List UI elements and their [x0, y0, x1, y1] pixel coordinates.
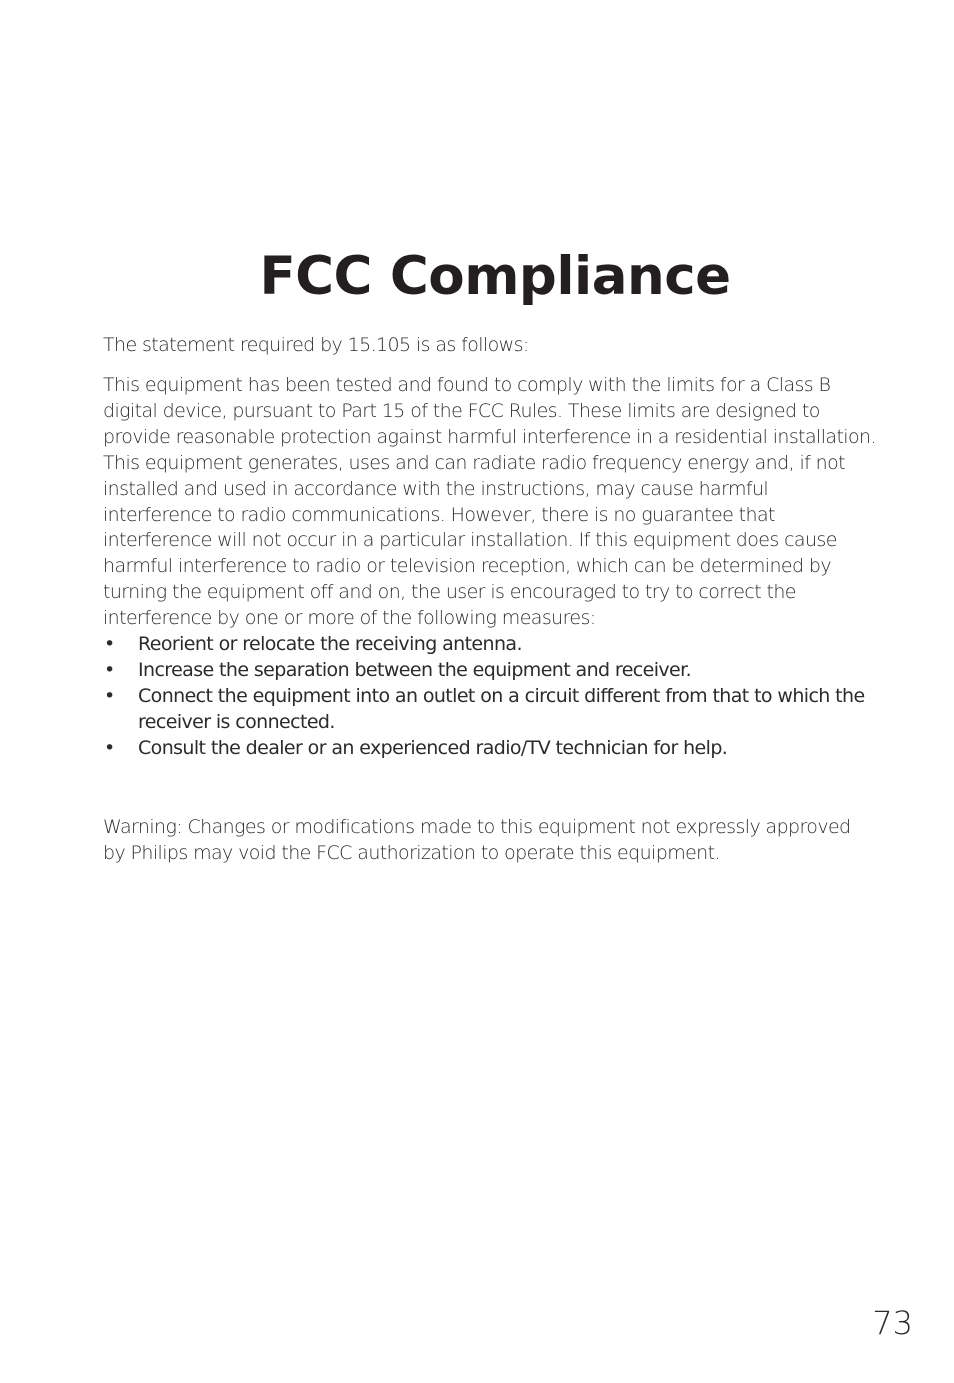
compliance-paragraph: This equipment has been tested and found to comply with the limits for a Class B digital device, pursuant to Part 15 of the FCC Rules. These limits are designed to provide reasonable protection against harmful interference in a residential installation. This equipment generates, uses and can radiate radio frequency energy and, if not installed and used in accordance with the instructions, may cause harmful interference to radio communications. However, there is no guarantee that interference will not occur in a particular installation. If this equipment does cause harmful interference to radio or television reception, which can be determined by turning the equipment off and on, the user is encouraged to try to correct the interference by one or more of the following measures:	[103, 374, 876, 630]
list-item-text: Increase the separation between the equipment and receiver.	[138, 658, 692, 681]
bullet-icon: •	[104, 633, 115, 655]
list-item-text: Connect the equipment into an outlet on a circuit different from that to which the receiver is connected.	[138, 684, 865, 733]
list-item	[103, 736, 878, 762]
page-number: 73	[872, 1304, 913, 1342]
warning-statement: Warning: Changes or modifications made to this equipment not expressly approved by Philips may void the FCC authorization to operate this equipment.	[103, 816, 851, 864]
bullet-icon: •	[104, 658, 115, 681]
bullet-icon: •	[104, 684, 115, 707]
list-item-text: Consult the dealer or an experienced radio/TV technician for help.	[138, 736, 728, 759]
page-title: FCC Compliance	[259, 246, 731, 307]
list-item	[103, 684, 878, 736]
list-item	[103, 658, 878, 684]
list-item	[103, 632, 878, 658]
bullet-icon: •	[104, 736, 115, 759]
list-item-text: Reorient or relocate the receiving antenna.	[138, 633, 522, 655]
intro-statement: The statement required by 15.105 is as follows:	[103, 334, 529, 356]
measures-list	[103, 632, 878, 762]
